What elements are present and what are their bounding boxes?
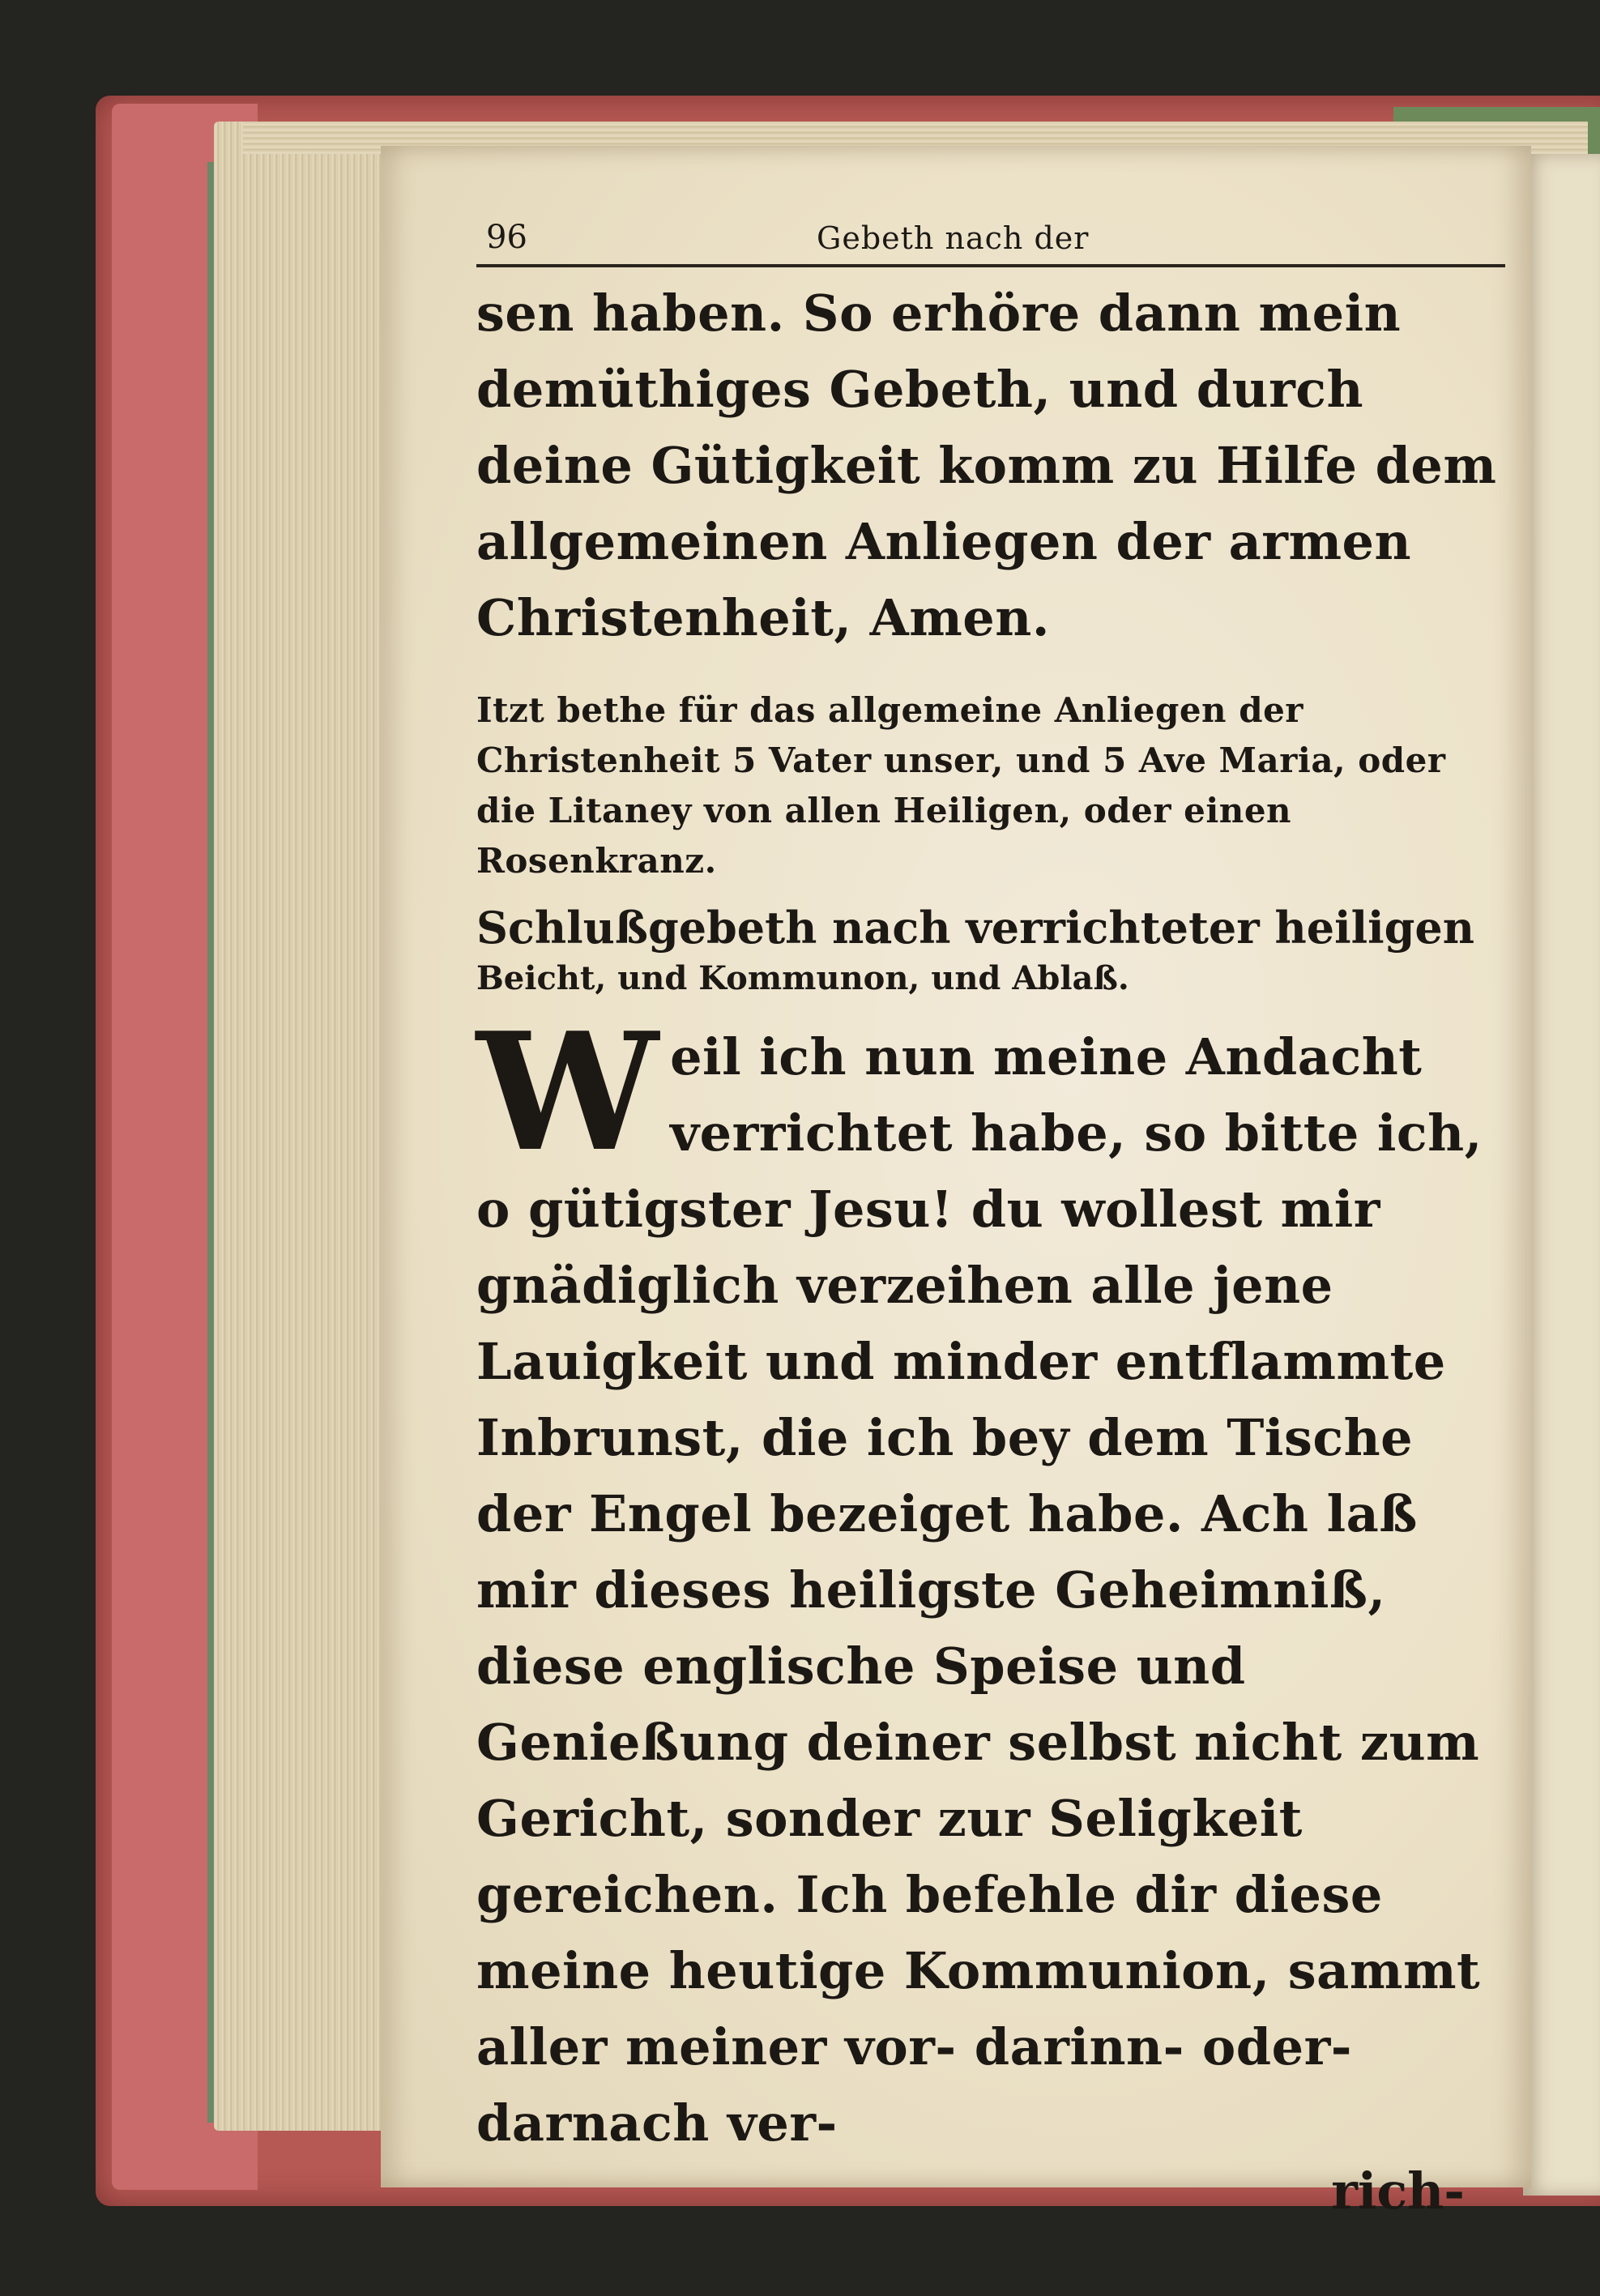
section-subheading: Beicht, und Kommunon, und Ablaß.	[476, 959, 1129, 997]
section-heading: Schlußgebeth nach verrichteter heiligen	[476, 902, 1475, 954]
paragraph-prayer-end: sen haben. So erhöre dann mein demüthiges Gebeth, und durch deine Gütigkeit komm zu Hilfe dem allgemeinen Anliegen der armen Christenheit, Amen.	[476, 284, 1497, 647]
facing-page	[1523, 154, 1600, 2196]
running-head: Gebeth nach der	[817, 220, 1090, 256]
page-block-edge	[214, 122, 408, 2131]
catchword: rich-	[1331, 2162, 1465, 2221]
paragraph-closing-prayer	[476, 997, 1513, 2162]
page-number: 96	[486, 219, 527, 256]
book-page	[381, 146, 1531, 2221]
rubric-instruction: Itzt bethe für das allgemeine Anliegen der Christenheit 5 Vater unser, und 5 Ave Maria, oder die Litaney von allen Heiligen, oder einen Rosenkranz.	[476, 690, 1446, 881]
page-text	[476, 211, 1513, 2221]
drop-cap: W	[476, 997, 659, 1188]
header-rule	[476, 264, 1505, 267]
page-header	[476, 211, 1513, 271]
closing-prayer-text: eil ich nun meine Andacht verrichtet habe, so bitte ich, o gütigster Jesu! du wollest mir gnädiglich verzeihen alle jene Lauigkeit und minder entflammte Inbrunst, die ich bey dem Tische der Engel bezeiget habe. Ach laß mir dieses heiligste Geheimniß, diese englische Speise und Genießung deiner selbst nicht zum Gericht, sonder zur Seligkeit gereichen. Ich befehle dir diese meine heutige Kommunion, sammt aller meiner vor- darinn- oder- darnach ver-	[476, 1027, 1483, 2153]
